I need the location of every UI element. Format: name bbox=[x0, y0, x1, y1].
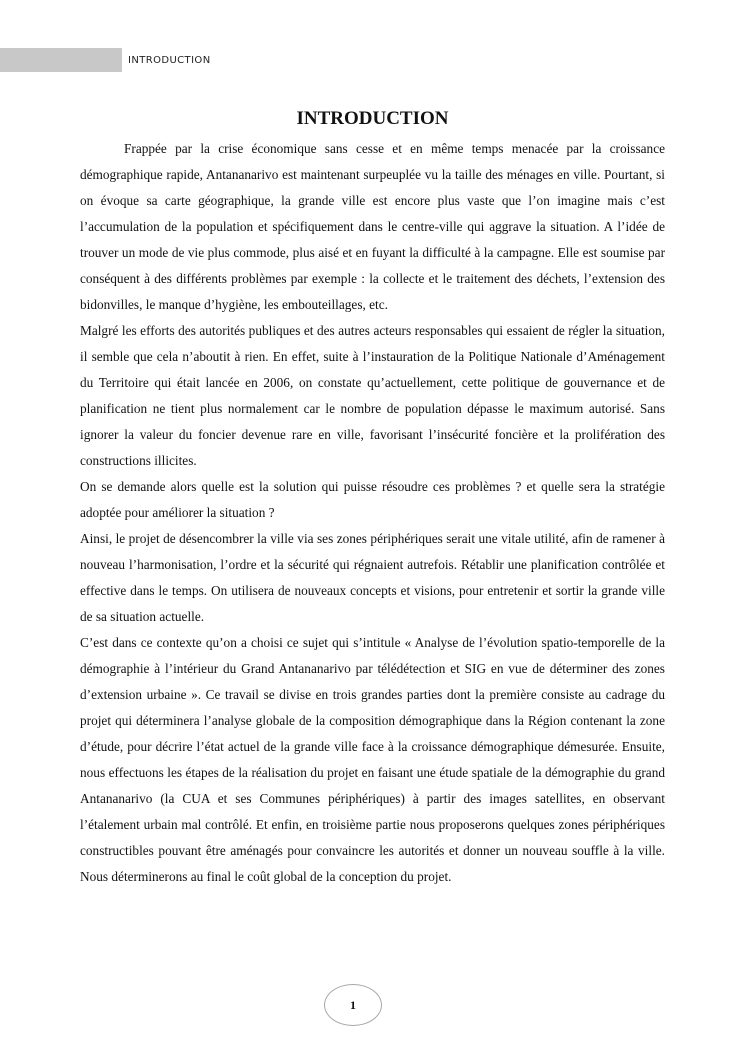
paragraph-5: C’est dans ce contexte qu’on a choisi ce sujet qui s’intitule « Analyse de l’évolution spatio-temporelle de la démographie à l’intérieur du Grand Antananarivo par télédétection et SIG en vue de déterminer des zones d’extension urbaine ». Ce travail se divise en trois grandes parties dont la première consiste au cadrage du projet qui déterminera l’analyse globale de la composition démographique dans la Région contenant la zone d’étude, pour décrire l’état actuel de la grande ville face à la croissance démographique démesurée. Ensuite, nous effectuons les étapes de la réalisation du projet en faisant une étude spatiale de la démographie du grand Antananarivo (la CUA et ses Communes périphériques) à partir des images satellites, en observant l’étalement urbain mal contrôlé. Et enfin, en troisième partie nous proposerons quelques zones périphériques constructibles pouvant être aménagés pour convaincre les autorités et donner un nouveau souffle à la ville. Nous déterminerons au final le coût global de la conception du projet. bbox=[80, 635, 665, 884]
running-header: INTRODUCTION bbox=[128, 55, 211, 66]
paragraph-3: On se demande alors quelle est la solution qui puisse résoudre ces problèmes ? et quelle sera la stratégie adoptée pour améliorer la situation ? bbox=[80, 479, 665, 520]
paragraph-1: Frappée par la crise économique sans cesse et en même temps menacée par la croissance démographique rapide, Antananarivo est maintenant surpeuplée vu la taille des ménages en ville. Pourtant, si on évoque sa carte géographique, la grande ville est encore plus vaste que l’on imagine mais c’est l’accumulation de la population et spécifiquement dans le centre-ville qui aggrave la situation. A l’idée de trouver un mode de vie plus commode, plus aisé et en fuyant la difficulté à la campagne. Elle est soumise par conséquent à des différents problèmes par exemple : la collecte et le traitement des déchets, l’extension des bidonvilles, le manque d’hygiène, les embouteillages, etc. bbox=[80, 141, 665, 312]
header-bar bbox=[0, 48, 122, 72]
paragraph-4: Ainsi, le projet de désencombrer la ville via ses zones périphériques serait une vitale utilité, afin de ramener à nouveau l’harmonisation, l’ordre et la sécurité qui régnaient autrefois. Rétablir une planification contrôlée et effective dans le temps. On utilisera de nouveaux concepts et visions, pour entretenir et sortir la grande ville de sa situation actuelle. bbox=[80, 531, 665, 624]
paragraph-2: Malgré les efforts des autorités publiques et des autres acteurs responsables qui essaient de régler la situation, il semble que cela n’aboutit à rien. En effet, suite à l’instauration de la Politique Nationale d’Aménagement du Territoire qui était lancée en 2006, on constate qu’actuellement, cette politique de gouvernance et de planification ne tient plus normalement car le nombre de population dépasse le maximum autorisé. Sans ignorer la valeur du foncier devenue rare en ville, favorisant l’insécurité foncière et la prolifération des constructions illicites. bbox=[80, 323, 665, 468]
page-title: INTRODUCTION bbox=[296, 108, 449, 129]
body-text bbox=[80, 136, 665, 890]
page-number: 1 bbox=[324, 984, 382, 1026]
